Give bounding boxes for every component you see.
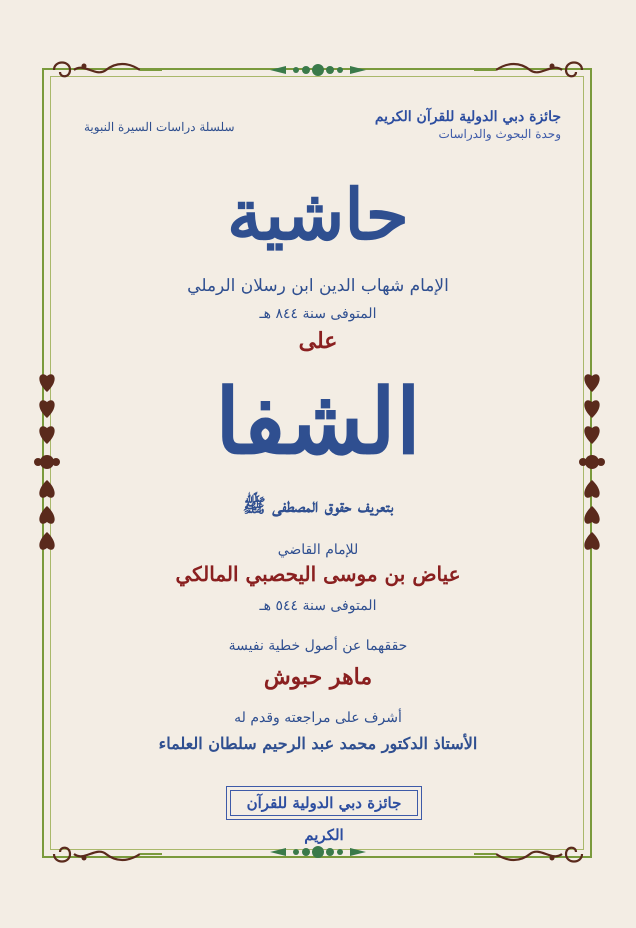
publisher-block bbox=[361, 108, 561, 142]
second-author-name: عياض بن موسى اليحصبي المالكي bbox=[175, 562, 461, 586]
top-left-scroll-icon bbox=[44, 56, 164, 82]
book-subtitle: بتعريف حقوق المصطفى ﷺ bbox=[242, 495, 394, 517]
second-author-label: للإمام القاضي bbox=[277, 542, 359, 558]
second-author-death-year: المتوفى سنة ٥٤٤ هـ bbox=[259, 598, 377, 614]
top-center-floral-icon bbox=[268, 58, 368, 82]
book-title-hashiya: حاشية bbox=[227, 173, 409, 256]
publisher-award-name: جائزة دبي الدولية للقرآن الكريم bbox=[374, 109, 561, 125]
connector-ala: على bbox=[298, 328, 338, 354]
series-name: سلسلة دراسات السيرة النبوية bbox=[84, 120, 235, 134]
publisher-unit: وحدة البحوث والدراسات bbox=[438, 127, 561, 141]
first-author-name: الإمام شهاب الدين ابن رسلان الرملي bbox=[187, 276, 449, 296]
bottom-right-scroll-icon bbox=[472, 842, 592, 868]
bottom-left-scroll-icon bbox=[44, 842, 164, 868]
supervisor-name: الأستاذ الدكتور محمد عبد الرحيم سلطان العلماء bbox=[158, 734, 478, 753]
editor-name: ماهر حبوش bbox=[263, 664, 373, 690]
first-author-death-year: المتوفى سنة ٨٤٤ هـ bbox=[259, 306, 377, 322]
tahqiq-line: حققهما عن أصول خطية نفيسة bbox=[228, 638, 408, 654]
footer-award-name: جائزة دبي الدولية للقرآن الكريم bbox=[246, 794, 402, 844]
footer-award-logo bbox=[226, 786, 422, 844]
book-title-shifa: الشفا bbox=[215, 369, 421, 475]
supervision-line: أشرف على مراجعته وقدم له bbox=[234, 710, 402, 726]
top-right-scroll-icon bbox=[472, 56, 592, 82]
